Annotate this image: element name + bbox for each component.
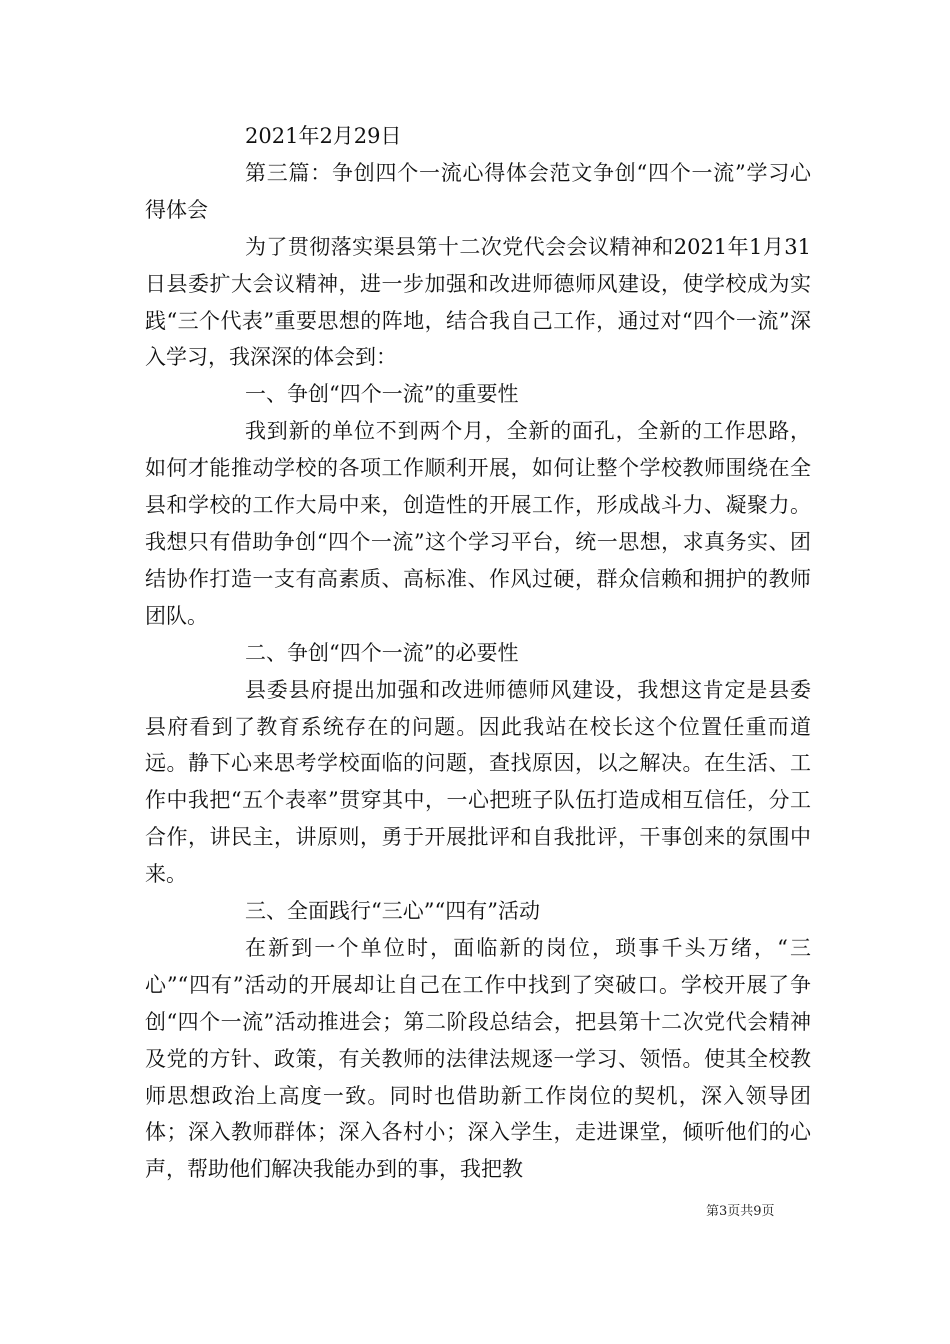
paragraph-intro: 为了贯彻落实渠县第十二次党代会会议精神和2021年1月31日县委扩大会议精神，进一步加强和改进师德师风建设，使学校成为实践“三个代表”重要思想的阵地，结合我自己工作，通过对“四个一流”深入学习，我深深的体会到： [145,234,811,370]
paragraph-section-2: 县委县府提出加强和改进师德师风建设，我想这肯定是县委县府看到了教育系统存在的问题。因此我站在校长这个位置任重而道远。静下心来思考学校面临的问题，查找原因，以之解决。在生活、工作中我把“五个表率”贯穿其中，一心把班子队伍打造成相互信任，分工合作，讲民主，讲原则，勇于开展批评和自我批评，干事创来的氛围中来。 [145,677,811,887]
paragraph-section-3: 在新到一个单位时，面临新的岗位，琐事千头万绪，“三心”“四有”活动的开展却让自己在工作中找到了突破口。学校开展了争创“四个一流”活动推进会；第二阶段总结会，把县第十二次党代会精神及党的方针、政策，有关教师的法律法规逐一学习、领悟。使其全校教师思想政治上高度一致。同时也借助新工作岗位的契机，深入领导团体；深入教师群体；深入各村小；深入学生，走进课堂，倾听他们的心声，帮助他们解决我能办到的事，我把教 [145,935,811,1182]
document-body [145,118,811,1188]
document-title: 第三篇：争创四个一流心得体会范文争创“四个一流”学习心得体会 [145,160,811,222]
section-heading-3: 三、全面践行“三心”“四有”活动 [245,899,540,924]
document-date: 2021年2月29日 [245,124,402,148]
paragraph-section-1: 我到新的单位不到两个月，全新的面孔，全新的工作思路，如何才能推动学校的各项工作顺利开展，如何让整个学校教师围绕在全县和学校的工作大局中来，创造性的开展工作，形成战斗力、凝聚力。我想只有借助争创“四个一流”这个学习平台，统一思想，求真务实、团结协作打造一支有高素质、高标准、作风过硬，群众信赖和拥护的教师团队。 [145,419,811,628]
section-heading-2: 二、争创“四个一流”的必要性 [245,640,519,665]
section-heading-1: 一、争创“四个一流”的重要性 [245,382,519,407]
page-number: 第3页共9页 [706,1204,775,1219]
